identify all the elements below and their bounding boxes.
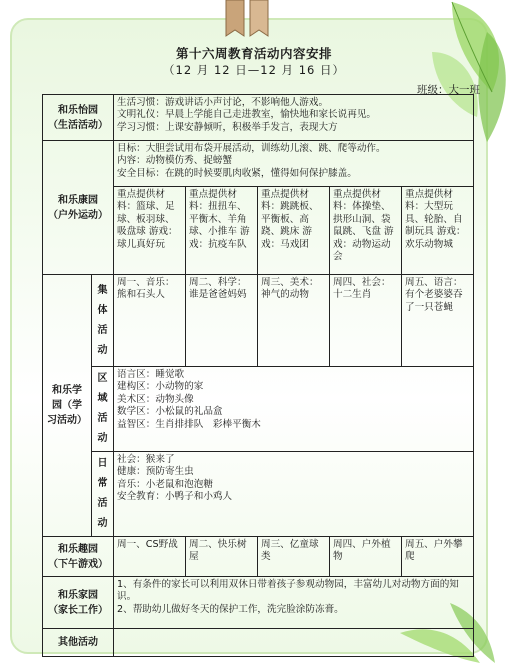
group-day-tue: 周二、科学：谁是爸爸妈妈	[186, 275, 258, 367]
row-jia	[43, 577, 474, 629]
section-label-kang: 和乐康园 （户外运动）	[43, 141, 114, 275]
area-line: 数学区：小松鼠的礼品盒	[117, 406, 223, 418]
area-line: 语言区：睡觉歌	[117, 369, 185, 380]
section-label-xue: 和乐学 园（学 习活动）	[43, 275, 92, 537]
yi-line: 文明礼仪：早晨上学能自己走进教室，愉快地和家长说再见。	[117, 109, 377, 121]
jia-line: 1、有条件的家长可以利用双休日带着孩子参观动物园，丰富幼儿对动物方面的知识。	[117, 579, 459, 603]
sub-label-group: 集 体 活 动	[92, 275, 114, 367]
page-title: 第十六周教育活动内容安排	[175, 46, 332, 61]
jia-line: 2、帮助幼儿做好冬天的保护工作，洗完脸涂防冻膏。	[117, 603, 344, 615]
kang-goal-line: 目标：大胆尝试用布袋开展活动，训练幼儿滚、跳、爬等动作。	[117, 143, 386, 154]
section-label-jia: 和乐家园 （家长工作）	[43, 577, 114, 629]
row-yi	[43, 95, 474, 141]
kang-goal-line: 内容：动物模仿秀、捉螃蟹	[117, 155, 233, 167]
yi-content	[114, 95, 474, 141]
sub-label-area: 区 域 活 动	[92, 367, 114, 452]
daily-line: 音乐：小老鼠和泡泡糖	[117, 478, 213, 490]
area-line: 美术区：动物头像	[117, 393, 194, 405]
qu-day-tue: 周二、快乐树屋	[186, 537, 258, 577]
daily-line: 社会：猴来了	[117, 454, 175, 465]
section-label-yi: 和乐怡园 （生活活动）	[43, 95, 114, 141]
area-line: 益智区：生肖排排队 彩棒平衡木	[117, 418, 261, 430]
bookmark-decoration	[216, 0, 286, 40]
daily-content	[114, 452, 474, 537]
kang-day-tue: 重点提供材料：扭扭车、平衡木、羊角球、小推车 游戏：抗疫车队	[186, 187, 258, 275]
row-xue-area	[43, 367, 474, 452]
row-kang-goals	[43, 141, 474, 187]
group-day-fri: 周五、语言：有个老婆婆吞了一只苍蝇	[402, 275, 474, 367]
row-xue-group	[43, 275, 474, 367]
area-content	[114, 367, 474, 452]
qu-day-fri: 周五、户外攀爬	[402, 537, 474, 577]
schedule-table	[42, 94, 474, 657]
kang-goal-line: 安全目标：在跳的时候要肌肉收紧，懂得如何保护膝盖。	[117, 167, 357, 179]
row-qu	[43, 537, 474, 577]
area-line: 建构区：小动物的家	[117, 381, 204, 393]
kang-day-mon: 重点提供材料：篮球、足球、板羽球、吸盘球 游戏：球儿真好玩	[114, 187, 186, 275]
group-day-thu: 周四、社会：十二生肖	[330, 275, 402, 367]
other-content	[114, 629, 474, 657]
kang-goals	[114, 141, 474, 187]
row-xue-daily	[43, 452, 474, 537]
daily-line: 健康：预防寄生虫	[117, 466, 194, 478]
kang-day-wed: 重点提供材料：跳跳板、平衡板、高跷、跳床 游戏：马戏团	[258, 187, 330, 275]
yi-line: 生活习惯：游戏讲话小声讨论，不影响他人游戏。	[117, 97, 329, 108]
qu-day-thu: 周四、户外植物	[330, 537, 402, 577]
sub-label-daily: 日 常 活 动	[92, 452, 114, 537]
qu-day-mon: 周一、CS野战	[114, 537, 186, 577]
daily-line: 安全教育：小鸭子和小鸡人	[117, 491, 233, 503]
kang-day-thu: 重点提供材料：体操垫、拱形山洞、袋鼠跳、飞盘 游戏：动物运动会	[330, 187, 402, 275]
row-other	[43, 629, 474, 657]
group-day-mon: 周一、音乐：熊和石头人	[114, 275, 186, 367]
jia-content	[114, 577, 474, 629]
date-range: （12 月 12 日—12 月 16 日）	[163, 63, 345, 77]
section-label-qu: 和乐趣园 （下午游戏）	[43, 537, 114, 577]
kang-day-fri: 重点提供材料：大型玩具、轮胎、自制玩具 游戏：欢乐动物城	[402, 187, 474, 275]
class-label: 班级：大一班	[417, 84, 480, 96]
section-label-other: 其他活动	[43, 629, 114, 657]
yi-line: 学习习惯：上课安静倾听，积极举手发言，表现大方	[117, 121, 338, 133]
qu-day-wed: 周三、亿童球类	[258, 537, 330, 577]
group-day-wed: 周三、美术：神气的动物	[258, 275, 330, 367]
